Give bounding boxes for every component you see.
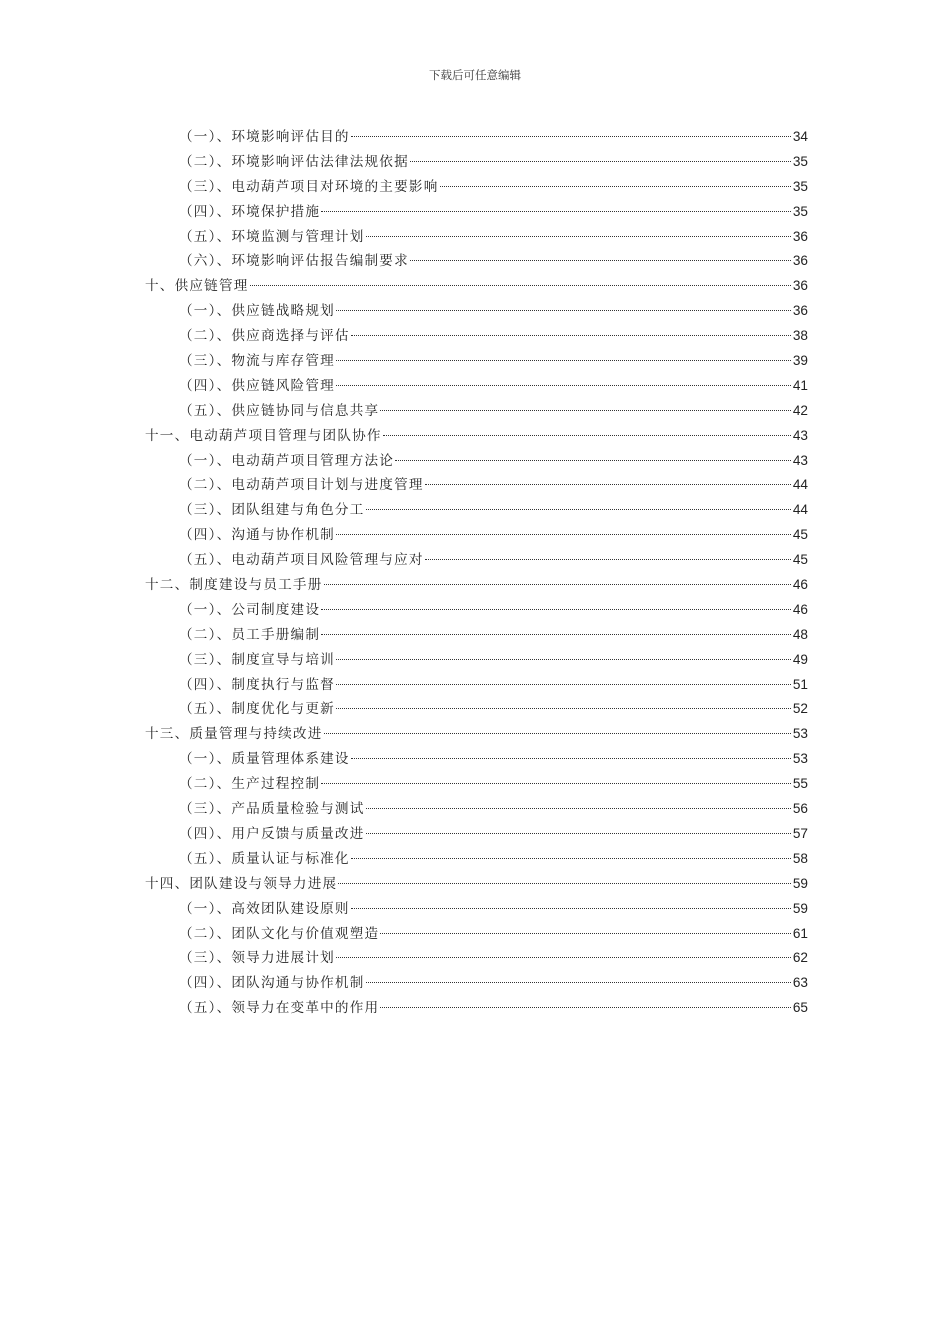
toc-page-number: 48 xyxy=(792,626,808,642)
toc-dot-leader xyxy=(425,559,791,560)
toc-section-entry[interactable] xyxy=(145,747,808,772)
toc-section-entry[interactable] xyxy=(145,598,808,623)
toc-chapter-entry[interactable] xyxy=(145,424,808,449)
toc-page-number: 36 xyxy=(792,303,808,319)
toc-page-number: 59 xyxy=(792,875,808,891)
toc-section-entry[interactable] xyxy=(145,523,808,548)
toc-page-number: 35 xyxy=(792,178,808,194)
toc-entry-title: （一）、电动葫芦项目管理方法论 xyxy=(179,452,395,469)
toc-page-number: 42 xyxy=(792,402,808,418)
toc-entry-title: （二）、团队文化与价值观塑造 xyxy=(179,925,380,942)
toc-page-number: 55 xyxy=(792,776,808,792)
toc-entry-title: （四）、用户反馈与质量改进 xyxy=(179,825,365,842)
toc-page-number: 38 xyxy=(792,328,808,344)
toc-entry-title: 十四、团队建设与领导力进展 xyxy=(145,875,338,892)
toc-dot-leader xyxy=(321,211,791,212)
toc-dot-leader xyxy=(321,783,791,784)
toc-section-entry[interactable] xyxy=(145,897,808,922)
toc-entry-title: （五）、电动葫芦项目风险管理与应对 xyxy=(179,552,424,569)
toc-page-number: 45 xyxy=(792,552,808,568)
toc-page-number: 45 xyxy=(792,527,808,543)
toc-chapter-entry[interactable] xyxy=(145,573,808,598)
toc-page-number: 43 xyxy=(792,452,808,468)
toc-chapter-entry[interactable] xyxy=(145,872,808,897)
toc-page-number: 63 xyxy=(792,975,808,991)
toc-section-entry[interactable] xyxy=(145,399,808,424)
toc-entry-title: （五）、供应链协同与信息共享 xyxy=(179,402,380,419)
toc-dot-leader xyxy=(336,708,791,709)
toc-section-entry[interactable] xyxy=(145,175,808,200)
toc-dot-leader xyxy=(336,659,791,660)
toc-section-entry[interactable] xyxy=(145,125,808,150)
toc-dot-leader xyxy=(336,957,791,958)
toc-page-number: 58 xyxy=(792,850,808,866)
toc-section-entry[interactable] xyxy=(145,996,808,1021)
toc-page-number: 36 xyxy=(792,278,808,294)
toc-section-entry[interactable] xyxy=(145,449,808,474)
toc-page-number: 59 xyxy=(792,900,808,916)
toc-page-number: 51 xyxy=(792,676,808,692)
toc-entry-title: （三）、电动葫芦项目对环境的主要影响 xyxy=(179,178,439,195)
toc-entry-title: 十三、质量管理与持续改进 xyxy=(145,726,323,743)
toc-entry-title: （五）、环境监测与管理计划 xyxy=(179,228,365,245)
toc-entry-title: （一）、高效团队建设原则 xyxy=(179,900,350,917)
toc-page-number: 49 xyxy=(792,651,808,667)
toc-page-number: 36 xyxy=(792,253,808,269)
toc-chapter-entry[interactable] xyxy=(145,274,808,299)
toc-dot-leader xyxy=(351,335,791,336)
toc-entry-title: （四）、团队沟通与协作机制 xyxy=(179,975,365,992)
toc-page-number: 39 xyxy=(792,353,808,369)
toc-dot-leader xyxy=(440,186,791,187)
toc-entry-title: （三）、物流与库存管理 xyxy=(179,353,335,370)
toc-dot-leader xyxy=(410,161,791,162)
toc-section-entry[interactable] xyxy=(145,249,808,274)
toc-dot-leader xyxy=(380,1007,791,1008)
toc-page-number: 35 xyxy=(792,203,808,219)
toc-page-number: 46 xyxy=(792,577,808,593)
toc-entry-title: （五）、领导力在变革中的作用 xyxy=(179,1000,380,1017)
toc-dot-leader xyxy=(324,733,791,734)
toc-dot-leader xyxy=(395,460,791,461)
toc-section-entry[interactable] xyxy=(145,797,808,822)
toc-entry-title: （三）、领导力进展计划 xyxy=(179,950,335,967)
toc-section-entry[interactable] xyxy=(145,971,808,996)
toc-entry-title: （四）、供应链风险管理 xyxy=(179,377,335,394)
toc-entry-title: （二）、生产过程控制 xyxy=(179,776,321,793)
toc-dot-leader xyxy=(380,933,791,934)
toc-dot-leader xyxy=(250,285,791,286)
toc-section-entry[interactable] xyxy=(145,200,808,225)
toc-entry-title: （一）、供应链战略规划 xyxy=(179,303,335,320)
toc-entry-title: 十二、制度建设与员工手册 xyxy=(145,577,323,594)
toc-chapter-entry[interactable] xyxy=(145,722,808,747)
toc-dot-leader xyxy=(351,908,791,909)
toc-entry-title: （四）、环境保护措施 xyxy=(179,203,321,220)
toc-dot-leader xyxy=(338,883,791,884)
toc-section-entry[interactable] xyxy=(145,847,808,872)
toc-entry-title: （一）、公司制度建设 xyxy=(179,601,321,618)
toc-entry-title: （六）、环境影响评估报告编制要求 xyxy=(179,253,409,270)
toc-section-entry[interactable] xyxy=(145,922,808,947)
toc-page-number: 65 xyxy=(792,1000,808,1016)
toc-dot-leader xyxy=(336,360,791,361)
toc-page-number: 57 xyxy=(792,825,808,841)
toc-page-number: 35 xyxy=(792,153,808,169)
table-of-contents xyxy=(145,125,808,1021)
toc-page-number: 61 xyxy=(792,925,808,941)
toc-section-entry[interactable] xyxy=(145,324,808,349)
toc-dot-leader xyxy=(425,484,791,485)
toc-entry-title: （一）、环境影响评估目的 xyxy=(179,129,350,145)
toc-dot-leader xyxy=(351,136,791,137)
toc-dot-leader xyxy=(366,982,791,983)
page-header: 下载后可任意编辑 xyxy=(429,68,521,82)
toc-section-entry[interactable] xyxy=(145,498,808,523)
toc-entry-title: （二）、供应商选择与评估 xyxy=(179,328,350,345)
toc-section-entry[interactable] xyxy=(145,225,808,250)
toc-entry-title: 十一、电动葫芦项目管理与团队协作 xyxy=(145,427,382,444)
toc-page-number: 53 xyxy=(792,726,808,742)
toc-entry-title: 十、供应链管理 xyxy=(145,278,249,295)
toc-page-number: 46 xyxy=(792,601,808,617)
toc-section-entry[interactable] xyxy=(145,349,808,374)
toc-dot-leader xyxy=(321,609,791,610)
toc-entry-title: （二）、环境影响评估法律法规依据 xyxy=(179,153,409,170)
toc-dot-leader xyxy=(351,858,791,859)
toc-dot-leader xyxy=(336,534,791,535)
toc-section-entry[interactable] xyxy=(145,473,808,498)
toc-entry-title: （三）、团队组建与角色分工 xyxy=(179,502,365,519)
toc-page-number: 62 xyxy=(792,950,808,966)
toc-entry-title: （三）、产品质量检验与测试 xyxy=(179,801,365,818)
toc-section-entry[interactable] xyxy=(145,648,808,673)
toc-entry-title: （一）、质量管理体系建设 xyxy=(179,751,350,768)
toc-entry-title: （四）、制度执行与监督 xyxy=(179,676,335,693)
toc-section-entry[interactable] xyxy=(145,673,808,698)
toc-section-entry[interactable] xyxy=(145,772,808,797)
toc-page-number: 52 xyxy=(792,701,808,717)
toc-page-number: 53 xyxy=(792,751,808,767)
toc-page-number: 41 xyxy=(792,377,808,393)
toc-dot-leader xyxy=(366,808,791,809)
toc-dot-leader xyxy=(336,310,791,311)
toc-page-number: 34 xyxy=(792,129,808,144)
toc-dot-leader xyxy=(336,684,791,685)
toc-entry-title: （五）、质量认证与标准化 xyxy=(179,850,350,867)
toc-dot-leader xyxy=(380,410,791,411)
toc-page-number: 36 xyxy=(792,228,808,244)
toc-entry-title: （二）、电动葫芦项目计划与进度管理 xyxy=(179,477,424,494)
toc-dot-leader xyxy=(366,833,791,834)
toc-dot-leader xyxy=(383,435,791,436)
toc-dot-leader xyxy=(351,758,791,759)
toc-page-number: 44 xyxy=(792,477,808,493)
toc-dot-leader xyxy=(410,260,791,261)
toc-section-entry[interactable] xyxy=(145,299,808,324)
toc-page-number: 56 xyxy=(792,801,808,817)
toc-section-entry[interactable] xyxy=(145,822,808,847)
toc-section-entry[interactable] xyxy=(145,150,808,175)
toc-section-entry[interactable] xyxy=(145,548,808,573)
toc-dot-leader xyxy=(366,509,791,510)
toc-entry-title: （五）、制度优化与更新 xyxy=(179,701,335,718)
toc-dot-leader xyxy=(321,634,791,635)
toc-section-entry[interactable] xyxy=(145,374,808,399)
toc-entry-title: （四）、沟通与协作机制 xyxy=(179,527,335,544)
toc-dot-leader xyxy=(366,236,791,237)
toc-section-entry[interactable] xyxy=(145,623,808,648)
toc-section-entry[interactable] xyxy=(145,697,808,722)
toc-page-number: 43 xyxy=(792,427,808,443)
toc-entry-title: （三）、制度宣导与培训 xyxy=(179,651,335,668)
toc-dot-leader xyxy=(336,385,791,386)
toc-entry-title: （二）、员工手册编制 xyxy=(179,626,321,643)
toc-page-number: 44 xyxy=(792,502,808,518)
toc-dot-leader xyxy=(324,584,791,585)
toc-section-entry[interactable] xyxy=(145,946,808,971)
